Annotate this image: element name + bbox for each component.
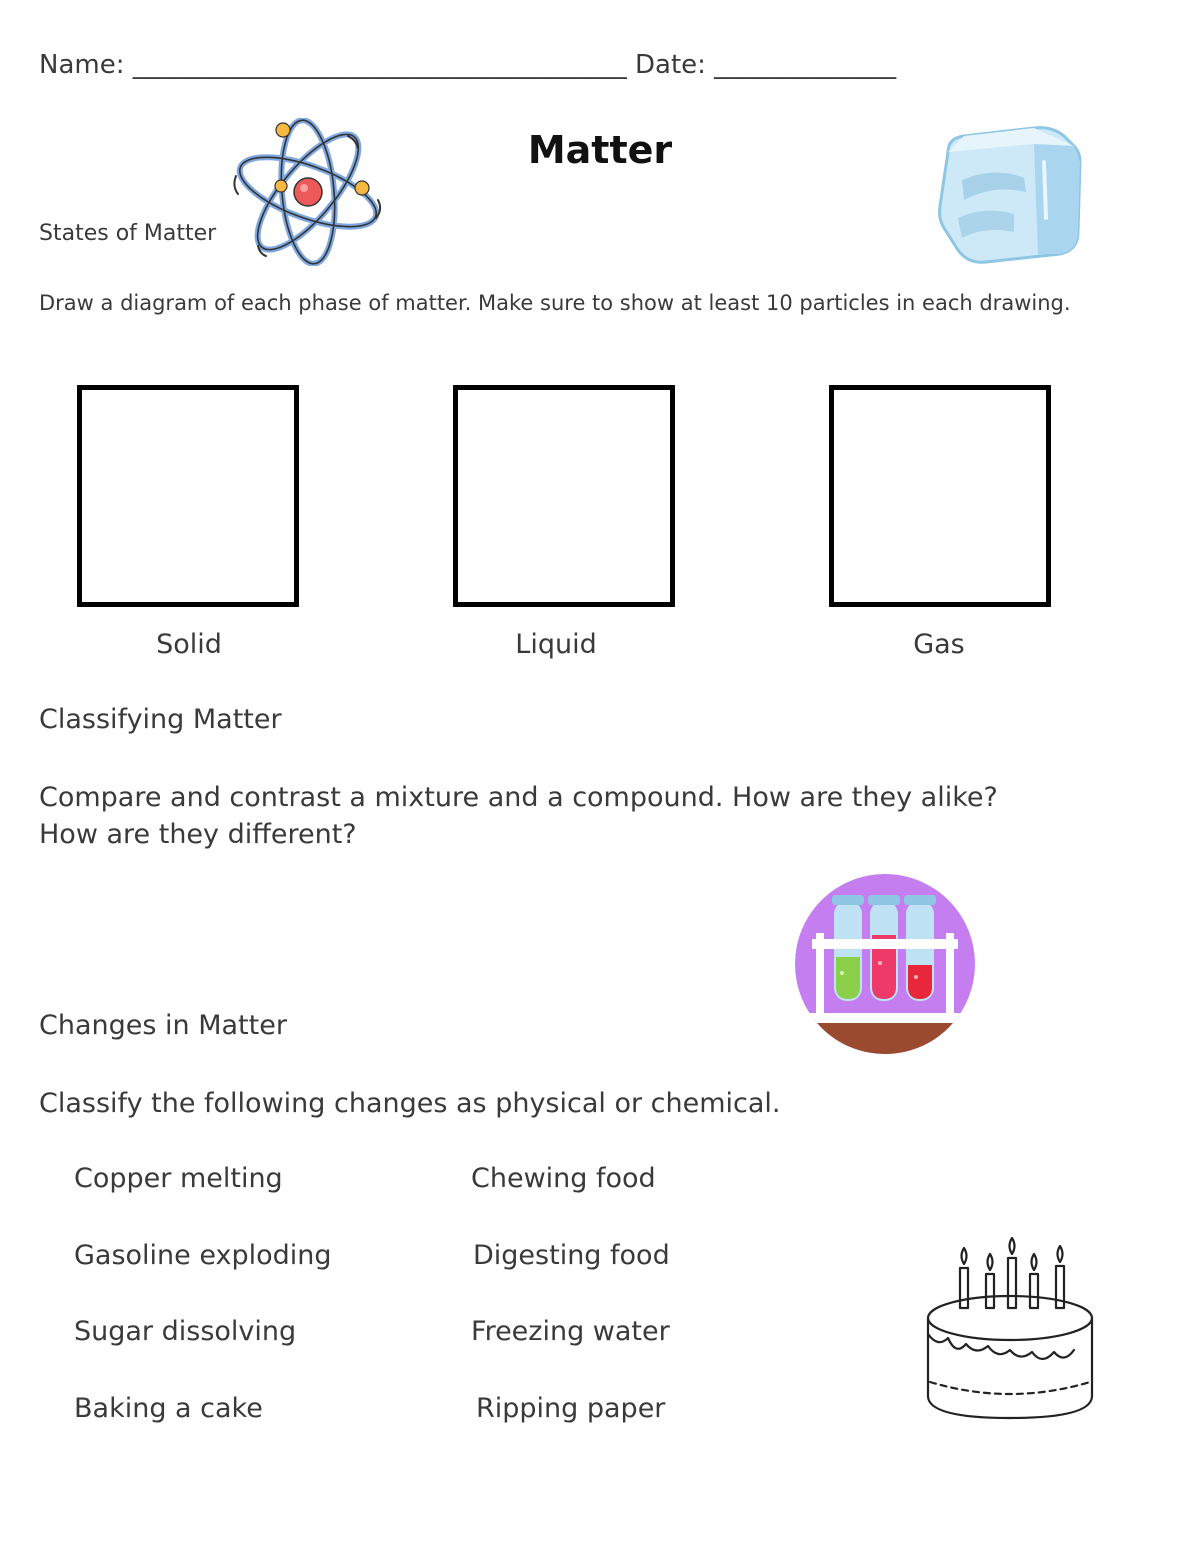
list-item: Copper melting xyxy=(74,1163,283,1194)
page-title: Matter xyxy=(527,128,673,172)
list-item: Digesting food xyxy=(473,1240,670,1271)
date-blank[interactable]: ______________ xyxy=(714,50,897,80)
compare-question-line-2: How are they different? xyxy=(39,819,357,850)
states-of-matter-heading: States of Matter xyxy=(39,221,217,246)
list-item: Freezing water xyxy=(471,1316,670,1347)
changes-in-matter-heading: Changes in Matter xyxy=(39,1010,287,1041)
states-instruction: Draw a diagram of each phase of matter. Make sure to show at least 10 particles in each drawing. xyxy=(39,291,1071,315)
classifying-matter-heading: Classifying Matter xyxy=(39,704,282,735)
solid-label: Solid xyxy=(156,629,222,660)
gas-label: Gas xyxy=(913,629,965,660)
ice-cube-icon xyxy=(934,122,1084,264)
atom-icon xyxy=(228,118,388,266)
test-tubes-icon xyxy=(794,873,976,1055)
list-item: Ripping paper xyxy=(476,1393,666,1424)
changes-instruction: Classify the following changes as physical or chemical. xyxy=(39,1088,781,1119)
list-item: Sugar dissolving xyxy=(74,1316,297,1347)
name-date-line xyxy=(39,50,896,80)
name-blank[interactable]: ______________________________________ xyxy=(132,50,627,80)
liquid-drawing-box[interactable] xyxy=(453,385,675,607)
list-item: Baking a cake xyxy=(74,1393,263,1424)
solid-drawing-box[interactable] xyxy=(77,385,299,607)
compare-question-line-1: Compare and contrast a mixture and a compound. How are they alike? xyxy=(39,782,998,813)
list-item: Gasoline exploding xyxy=(74,1240,332,1271)
gas-drawing-box[interactable] xyxy=(829,385,1051,607)
list-item: Chewing food xyxy=(471,1163,656,1194)
name-label: Name: xyxy=(39,50,125,80)
date-label: Date: xyxy=(635,50,706,80)
birthday-cake-icon xyxy=(920,1234,1100,1430)
liquid-label: Liquid xyxy=(515,629,597,660)
